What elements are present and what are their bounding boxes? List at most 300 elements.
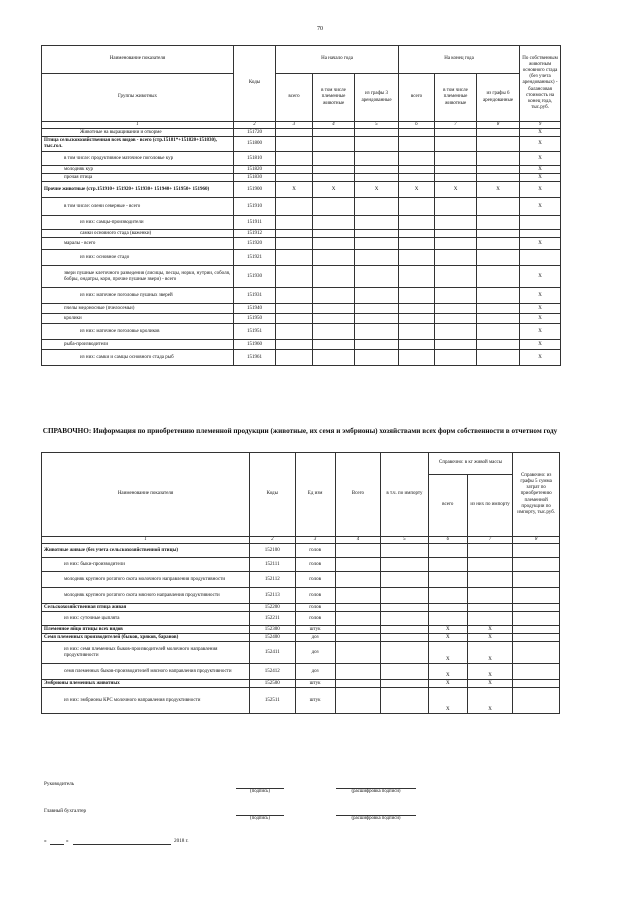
row-cell bbox=[399, 288, 435, 304]
t2-row bbox=[42, 604, 560, 612]
row-cell bbox=[435, 266, 477, 288]
row-name: Семя племенных производителей (быков, хряков, баранов) bbox=[42, 634, 250, 642]
row-code: 151820 bbox=[234, 166, 276, 174]
t2-row bbox=[42, 588, 560, 604]
row-code: 151911 bbox=[234, 216, 276, 230]
row-cost-mark bbox=[520, 250, 561, 266]
row-cell bbox=[477, 314, 520, 324]
row-cell bbox=[313, 324, 355, 340]
row-weight-total: X bbox=[428, 680, 467, 688]
row-name: из них: маточное поголовье пушных зверей bbox=[42, 288, 234, 304]
row-name: из них: самки и самцы основного стада рыб bbox=[42, 350, 234, 366]
row-cell bbox=[313, 266, 355, 288]
t2-row bbox=[42, 612, 560, 626]
row-cell bbox=[313, 174, 355, 182]
row-cell: X bbox=[477, 182, 520, 198]
col-num: 5 bbox=[355, 122, 399, 129]
row-cell bbox=[335, 544, 381, 558]
row-cell bbox=[381, 626, 429, 634]
row-weight-total bbox=[428, 604, 467, 612]
row-cell bbox=[513, 604, 560, 612]
row-weight-total bbox=[428, 612, 467, 626]
date-day-line bbox=[50, 844, 64, 845]
row-cell bbox=[435, 340, 477, 350]
t1-row bbox=[42, 174, 561, 182]
row-code: 151912 bbox=[234, 230, 276, 238]
row-cost-mark: X bbox=[520, 238, 561, 250]
row-code: 152112 bbox=[250, 572, 296, 588]
row-cell bbox=[399, 324, 435, 340]
row-cell bbox=[355, 166, 399, 174]
row-cell bbox=[513, 626, 560, 634]
row-weight-total: X bbox=[428, 664, 467, 680]
t1-row bbox=[42, 238, 561, 250]
t1-header-rented-begin: из графы 3 арендованные bbox=[355, 74, 399, 122]
row-cell bbox=[435, 288, 477, 304]
row-cell bbox=[276, 152, 313, 166]
row-cell bbox=[399, 304, 435, 314]
row-cell bbox=[381, 558, 429, 572]
row-cell bbox=[355, 314, 399, 324]
col-num: 8 bbox=[477, 122, 520, 129]
row-name: маралы - всего bbox=[42, 238, 234, 250]
row-cell bbox=[335, 688, 381, 714]
row-cell bbox=[276, 350, 313, 366]
t1-row bbox=[42, 152, 561, 166]
accountant-label: Главный бухгалтер bbox=[44, 808, 87, 814]
row-weight-total bbox=[428, 572, 467, 588]
row-unit: голов bbox=[295, 588, 335, 604]
row-name: Племенное яйцо птицы всех видов bbox=[42, 626, 250, 634]
date-year: 2018 г. bbox=[174, 838, 189, 844]
t1-row bbox=[42, 166, 561, 174]
t1-row bbox=[42, 129, 561, 137]
row-cell bbox=[355, 350, 399, 366]
row-cost-mark: X bbox=[520, 304, 561, 314]
row-cell bbox=[435, 174, 477, 182]
row-cell bbox=[381, 604, 429, 612]
row-cost-mark: X bbox=[520, 182, 561, 198]
col-num: 2 bbox=[250, 537, 296, 544]
row-cell bbox=[477, 288, 520, 304]
row-cell bbox=[381, 642, 429, 664]
t1-row bbox=[42, 304, 561, 314]
row-cell bbox=[477, 266, 520, 288]
row-unit: голов bbox=[295, 572, 335, 588]
row-cost-mark: X bbox=[520, 324, 561, 340]
page-number: 70 bbox=[317, 26, 323, 32]
row-cell: X bbox=[355, 182, 399, 198]
row-cell bbox=[335, 642, 381, 664]
t2-row bbox=[42, 626, 560, 634]
row-weight-import: X bbox=[467, 688, 513, 714]
row-cell bbox=[477, 340, 520, 350]
row-cell bbox=[435, 238, 477, 250]
row-cell bbox=[399, 238, 435, 250]
row-cell bbox=[399, 129, 435, 137]
col-num: 7 bbox=[467, 537, 513, 544]
t1-header-rented-end: из графы 6 арендованные bbox=[477, 74, 520, 122]
row-weight-import bbox=[467, 612, 513, 626]
row-weight-total bbox=[428, 558, 467, 572]
t1-row bbox=[42, 216, 561, 230]
row-unit: доз bbox=[295, 634, 335, 642]
row-code: 152411 bbox=[250, 642, 296, 664]
row-name: из них: маточное поголовье кроликов bbox=[42, 324, 234, 340]
row-cell bbox=[513, 642, 560, 664]
row-unit: голов bbox=[295, 544, 335, 558]
head-decoding-caption: (расшифровка подписи) bbox=[351, 789, 401, 794]
row-cell bbox=[276, 137, 313, 152]
t1-row bbox=[42, 250, 561, 266]
row-weight-import: X bbox=[467, 642, 513, 664]
date-open-quote: « bbox=[44, 838, 47, 844]
row-cell bbox=[513, 558, 560, 572]
col-num: 9 bbox=[520, 122, 561, 129]
row-name: звери пушные клеточного разведения (лисицы, песцы, норки, нутрии, соболя, бобры, ондатры, кори, прочие пушные звери) - всего bbox=[42, 266, 234, 288]
row-code: 151931 bbox=[234, 288, 276, 304]
t2-body bbox=[42, 544, 560, 714]
t1-header-groups: Группы животных bbox=[42, 74, 234, 122]
t1-row bbox=[42, 230, 561, 238]
row-cell bbox=[335, 604, 381, 612]
row-name: Прочие животные (стр.151910+ 151920+ 151930+ 151940+ 151950+ 151960) bbox=[42, 182, 234, 198]
row-code: 152200 bbox=[250, 604, 296, 612]
col-num: 5 bbox=[381, 537, 429, 544]
col-num: 6 bbox=[399, 122, 435, 129]
row-unit: штук bbox=[295, 680, 335, 688]
row-cell bbox=[477, 324, 520, 340]
row-code: 151900 bbox=[234, 182, 276, 198]
row-cell bbox=[276, 288, 313, 304]
t1-row bbox=[42, 137, 561, 152]
t2-row bbox=[42, 664, 560, 680]
t2-header-indicator: Наименование показателя bbox=[42, 453, 250, 537]
row-cell bbox=[399, 250, 435, 266]
row-cell: X bbox=[435, 182, 477, 198]
row-unit: голов bbox=[295, 612, 335, 626]
row-cell bbox=[477, 216, 520, 230]
t2-header-codes: Коды bbox=[250, 453, 296, 537]
row-name: семя племенных быков-производителей мясного направления продуктивности bbox=[42, 664, 250, 680]
row-cell bbox=[381, 544, 429, 558]
row-cost-mark: X bbox=[520, 266, 561, 288]
col-num: 3 bbox=[295, 537, 335, 544]
row-cost-mark bbox=[520, 216, 561, 230]
head-signature-caption: (подпись) bbox=[250, 789, 270, 794]
row-name: Сельскохозяйственная птица живая bbox=[42, 604, 250, 612]
t1-column-numbers bbox=[42, 122, 561, 129]
t1-header-end: На конец года bbox=[399, 46, 520, 74]
row-code: 152211 bbox=[250, 612, 296, 626]
row-cell: X bbox=[276, 182, 313, 198]
row-cell bbox=[276, 340, 313, 350]
t1-header-total-end: всего bbox=[399, 74, 435, 122]
row-cell bbox=[355, 152, 399, 166]
row-cell bbox=[276, 198, 313, 216]
row-cell bbox=[399, 198, 435, 216]
row-cell bbox=[335, 626, 381, 634]
row-cost-mark: X bbox=[520, 166, 561, 174]
head-label: Руководитель bbox=[44, 781, 75, 787]
row-cell bbox=[399, 137, 435, 152]
row-unit: штук bbox=[295, 626, 335, 634]
col-num: 3 bbox=[276, 122, 313, 129]
row-code: 151950 bbox=[234, 314, 276, 324]
row-cell bbox=[477, 250, 520, 266]
t1-body bbox=[42, 129, 561, 366]
row-cell bbox=[355, 304, 399, 314]
row-cell bbox=[276, 174, 313, 182]
row-cell bbox=[313, 216, 355, 230]
row-name: прочая птица bbox=[42, 174, 234, 182]
t1-row bbox=[42, 314, 561, 324]
t2-column-numbers bbox=[42, 537, 560, 544]
t1-header-indicator: Наименование показателя bbox=[42, 46, 234, 74]
row-cell bbox=[313, 152, 355, 166]
row-cell bbox=[313, 137, 355, 152]
row-name: из них: суточные цыплята bbox=[42, 612, 250, 626]
row-code: 151921 bbox=[234, 250, 276, 266]
row-name: Эмбрионы племенных животных bbox=[42, 680, 250, 688]
row-cell bbox=[399, 166, 435, 174]
row-cell bbox=[355, 238, 399, 250]
row-name: в том числе: олени северные - всего bbox=[42, 198, 234, 216]
row-cell bbox=[381, 634, 429, 642]
row-cell bbox=[399, 230, 435, 238]
row-cell bbox=[313, 238, 355, 250]
t1-header-begin: На начало года bbox=[276, 46, 399, 74]
row-cell bbox=[513, 572, 560, 588]
t2-row bbox=[42, 634, 560, 642]
row-cell bbox=[355, 230, 399, 238]
col-num: 4 bbox=[335, 537, 381, 544]
row-cell bbox=[513, 688, 560, 714]
row-cell bbox=[276, 216, 313, 230]
t2-header-cost: Справочно: из графы 5 сумма затрат по приобретению племенной продукции по импорту, тыс.руб. bbox=[513, 453, 560, 537]
row-name: пчелы медоносные (пчелосемьи) bbox=[42, 304, 234, 314]
row-code: 152100 bbox=[250, 544, 296, 558]
col-num: 4 bbox=[313, 122, 355, 129]
row-code: 152500 bbox=[250, 680, 296, 688]
row-cell bbox=[313, 350, 355, 366]
row-cell bbox=[435, 230, 477, 238]
t2-header-total: Всего bbox=[335, 453, 381, 537]
row-cell bbox=[313, 314, 355, 324]
t2-header-weight-total: всего bbox=[428, 475, 467, 537]
row-code: 151910 bbox=[234, 198, 276, 216]
row-name: в том числе: продуктивное маточное поголовье кур bbox=[42, 152, 234, 166]
row-cell bbox=[399, 266, 435, 288]
row-cost-mark: X bbox=[520, 152, 561, 166]
col-num: 1 bbox=[42, 122, 234, 129]
row-cell bbox=[477, 129, 520, 137]
row-unit: штук bbox=[295, 688, 335, 714]
row-cell bbox=[355, 129, 399, 137]
row-cell bbox=[435, 216, 477, 230]
row-cell bbox=[513, 664, 560, 680]
row-cell bbox=[513, 680, 560, 688]
t2-row bbox=[42, 680, 560, 688]
row-cell bbox=[313, 250, 355, 266]
row-cell bbox=[355, 288, 399, 304]
row-cell bbox=[513, 634, 560, 642]
date-month-line bbox=[73, 844, 171, 845]
row-unit: голов bbox=[295, 558, 335, 572]
row-cell bbox=[313, 129, 355, 137]
row-weight-import: X bbox=[467, 664, 513, 680]
row-cell bbox=[381, 572, 429, 588]
row-cost-mark: X bbox=[520, 174, 561, 182]
row-cell bbox=[355, 250, 399, 266]
row-weight-total: X bbox=[428, 634, 467, 642]
row-name: Животные живые (без учета сельскохозяйственной птицы) bbox=[42, 544, 250, 558]
row-cell bbox=[355, 198, 399, 216]
row-cell bbox=[399, 340, 435, 350]
row-cell bbox=[313, 288, 355, 304]
row-weight-total: X bbox=[428, 642, 467, 664]
row-cost-mark: X bbox=[520, 288, 561, 304]
col-num: 7 bbox=[435, 122, 477, 129]
row-cell bbox=[355, 216, 399, 230]
row-cell bbox=[477, 230, 520, 238]
row-weight-import: X bbox=[467, 634, 513, 642]
row-weight-total bbox=[428, 544, 467, 558]
row-cell bbox=[335, 612, 381, 626]
row-cell bbox=[477, 350, 520, 366]
t1-header-codes: Коды bbox=[234, 46, 276, 122]
date-close-quote: » bbox=[66, 838, 69, 844]
row-cell bbox=[276, 238, 313, 250]
row-cell bbox=[335, 634, 381, 642]
row-cell bbox=[477, 238, 520, 250]
row-cell bbox=[513, 612, 560, 626]
row-cell bbox=[335, 572, 381, 588]
row-cost-mark bbox=[520, 230, 561, 238]
reference-title: СПРАВОЧНО: Информация по приобретению племенной продукции (животные, их семя и эмбрионы) хозяйствами всех форм собственности в отчетном году bbox=[42, 427, 558, 435]
row-code: 152412 bbox=[250, 664, 296, 680]
row-cell bbox=[381, 688, 429, 714]
row-cell bbox=[399, 350, 435, 366]
row-cost-mark: X bbox=[520, 350, 561, 366]
row-cost-mark: X bbox=[520, 129, 561, 137]
row-cell bbox=[313, 198, 355, 216]
row-cell bbox=[335, 588, 381, 604]
row-weight-import: X bbox=[467, 626, 513, 634]
row-cell bbox=[399, 174, 435, 182]
row-weight-total: X bbox=[428, 626, 467, 634]
row-cell bbox=[477, 304, 520, 314]
t2-header-weight-import: из них по импорту bbox=[467, 475, 513, 537]
livestock-table bbox=[41, 45, 561, 366]
t2-row bbox=[42, 688, 560, 714]
t2-row bbox=[42, 572, 560, 588]
row-name: молодняк крупного рогатого скота мясного направления продуктивности bbox=[42, 588, 250, 604]
row-cell bbox=[276, 129, 313, 137]
row-name: из них: эмбрионы КРС молочного направления продуктивности bbox=[42, 688, 250, 714]
t1-row bbox=[42, 324, 561, 340]
row-code: 152111 bbox=[250, 558, 296, 572]
row-cell bbox=[355, 340, 399, 350]
row-name: из них: быки-производители bbox=[42, 558, 250, 572]
t1-row bbox=[42, 182, 561, 198]
row-code: 152113 bbox=[250, 588, 296, 604]
row-name: молодняк кур bbox=[42, 166, 234, 174]
t1-row bbox=[42, 350, 561, 366]
row-unit: доз bbox=[295, 664, 335, 680]
row-cell bbox=[435, 137, 477, 152]
row-cost-mark: X bbox=[520, 137, 561, 152]
t2-row bbox=[42, 642, 560, 664]
row-name: Животные на выращивании и откорме bbox=[42, 129, 234, 137]
row-cell bbox=[477, 174, 520, 182]
row-code: 152400 bbox=[250, 634, 296, 642]
t1-row bbox=[42, 266, 561, 288]
row-name: из них: самцы-производители bbox=[42, 216, 234, 230]
row-cell bbox=[335, 558, 381, 572]
col-num: 2 bbox=[234, 122, 276, 129]
row-cell bbox=[355, 324, 399, 340]
row-weight-import bbox=[467, 558, 513, 572]
row-cell bbox=[313, 340, 355, 350]
row-code: 151830 bbox=[234, 174, 276, 182]
t1-header-total-begin: всего bbox=[276, 74, 313, 122]
row-weight-import bbox=[467, 588, 513, 604]
row-cell bbox=[477, 152, 520, 166]
row-cell bbox=[355, 266, 399, 288]
row-cell bbox=[435, 304, 477, 314]
row-code: 151800 bbox=[234, 137, 276, 152]
purchase-table bbox=[41, 452, 560, 714]
row-cell bbox=[435, 314, 477, 324]
row-cost-mark: X bbox=[520, 314, 561, 324]
row-cell: X bbox=[313, 182, 355, 198]
row-code: 151951 bbox=[234, 324, 276, 340]
row-unit: голов bbox=[295, 604, 335, 612]
row-cell bbox=[276, 324, 313, 340]
row-cell bbox=[435, 129, 477, 137]
row-cell bbox=[381, 588, 429, 604]
row-cell bbox=[399, 216, 435, 230]
row-cell bbox=[381, 612, 429, 626]
row-code: 151960 bbox=[234, 340, 276, 350]
t2-header-weight: Справочно: в кг живой массы bbox=[428, 453, 513, 475]
row-cost-mark: X bbox=[520, 198, 561, 216]
row-weight-import bbox=[467, 544, 513, 558]
row-weight-import bbox=[467, 572, 513, 588]
row-weight-import: X bbox=[467, 680, 513, 688]
row-name: молодняк крупного рогатого скота молочного направления продуктивности bbox=[42, 572, 250, 588]
row-name: из них: основное стадо bbox=[42, 250, 234, 266]
row-cell bbox=[355, 174, 399, 182]
row-cell bbox=[381, 680, 429, 688]
row-weight-import bbox=[467, 604, 513, 612]
row-cell: X bbox=[399, 182, 435, 198]
row-cell bbox=[335, 664, 381, 680]
row-cell bbox=[313, 166, 355, 174]
t2-row bbox=[42, 544, 560, 558]
row-weight-total: X bbox=[428, 688, 467, 714]
row-cell bbox=[477, 166, 520, 174]
row-name: рыба-производители bbox=[42, 340, 234, 350]
row-name: самки основного стада (важенки) bbox=[42, 230, 234, 238]
row-name: из них: семя племенных быков-производителей молочного направления продуктивности bbox=[42, 642, 250, 664]
t1-row bbox=[42, 198, 561, 216]
row-weight-total bbox=[428, 588, 467, 604]
row-cell bbox=[477, 137, 520, 152]
row-cell bbox=[313, 304, 355, 314]
row-cell bbox=[435, 324, 477, 340]
